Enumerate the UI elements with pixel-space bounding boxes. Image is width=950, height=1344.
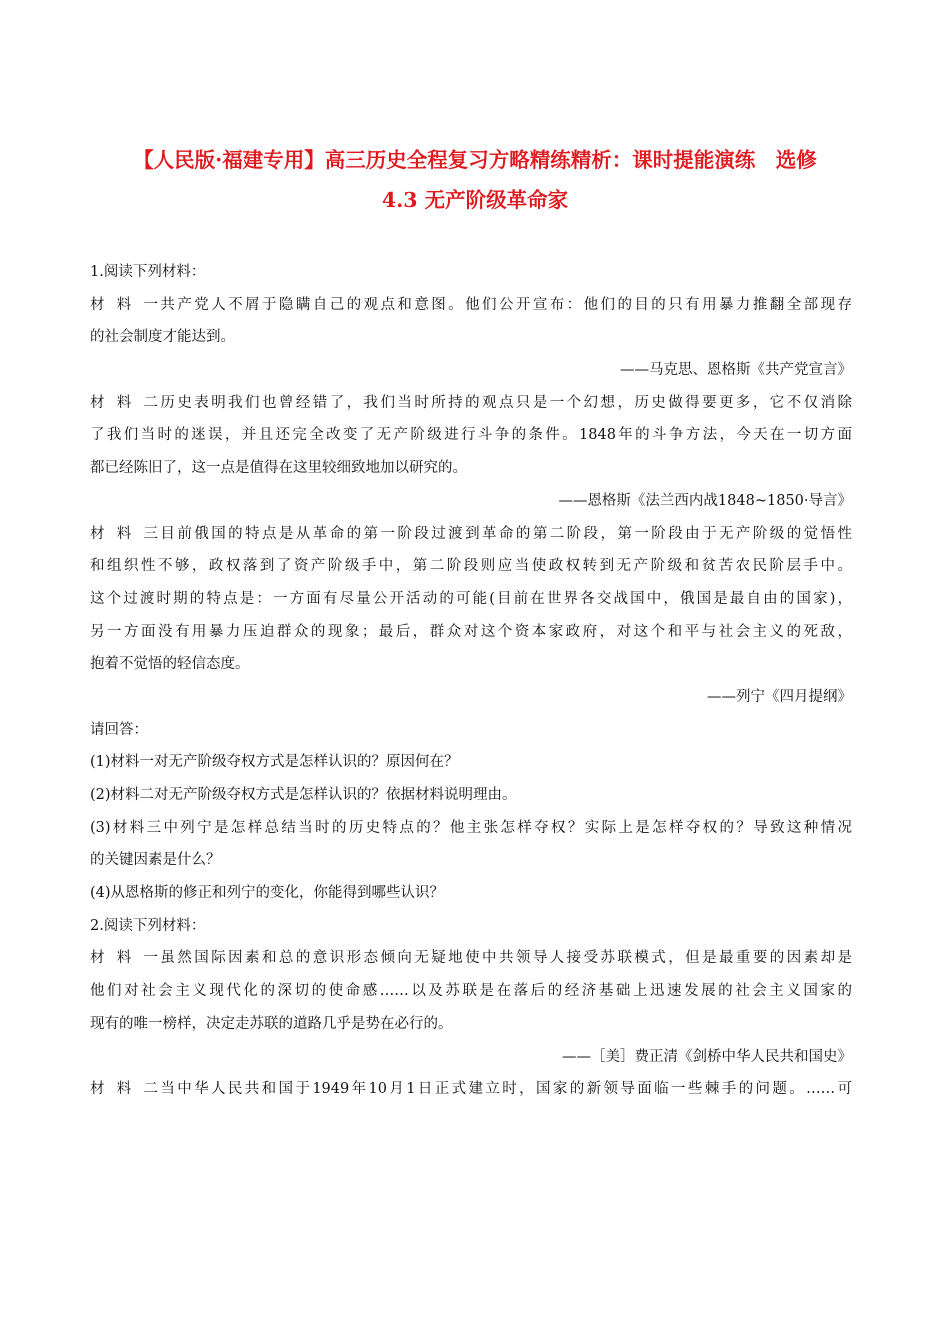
q1-material-3-label: 材料三 xyxy=(90,525,158,542)
q1-material-3-source: ——列宁《四月提纲》 xyxy=(707,688,852,705)
q1-material-2-line-3: 都已经陈旧了，这一点是值得在这里较细致地加以研究的。 xyxy=(90,460,467,477)
q1-material-3-line-2: 和组织性不够，政权落到了资产阶级手中，第二阶段则应当使政权转到无产阶级和贫苦农民阶层手中。 xyxy=(90,558,852,575)
q1-material-3-line-4: 另一方面没有用暴力压迫群众的现象；最后，群众对这个资本家政府，对这个和平与社会主义的死敌， xyxy=(90,623,852,640)
q1-material-1-text-1: 共产党人不屑于隐瞒自己的观点和意图。他们公开宣布：他们的目的只有用暴力推翻全部现存 xyxy=(158,296,852,313)
q1-material-2-source: ——恩格斯《法兰西内战1848~1850·导言》 xyxy=(558,492,852,509)
q1-ask: 请回答： xyxy=(90,721,148,738)
q2-material-1-line-3: 现有的唯一榜样，决定走苏联的道路几乎是势在必行的。 xyxy=(90,1015,453,1032)
q1-subquestion-3-line-2: 的关键因素是什么？ xyxy=(90,852,221,869)
q2-material-1-label: 材料一 xyxy=(90,950,158,967)
q1-material-1-label: 材料一 xyxy=(90,296,158,313)
q2-material-1-text-1: 虽然国际因素和总的意识形态倾向无疑地使中共领导人接受苏联模式，但是最重要的因素却是 xyxy=(158,950,852,967)
q1-subquestion-1: (1)材料一对无产阶级夺权方式是怎样认识的？原因何在？ xyxy=(90,754,459,771)
q1-material-1-line-1 xyxy=(90,289,852,322)
q2-material-2-line-1 xyxy=(90,1073,852,1106)
q1-material-2-line-2: 了我们当时的迷误，并且还完全改变了无产阶级进行斗争的条件。1848年的斗争方法，今天在一切方面 xyxy=(90,427,852,444)
question-2-intro: 2.阅读下列材料： xyxy=(90,917,206,934)
document-title-line-2: 4.3 无产阶级革命家 xyxy=(381,188,569,212)
q1-material-1-line-2: 的社会制度才能达到。 xyxy=(90,329,235,346)
q1-subquestion-3-line-1: (3)材料三中列宁是怎样总结当时的历史特点的？他主张怎样夺权？实际上是怎样夺权的？导致这种情况 xyxy=(90,819,852,836)
q2-material-1-line-1 xyxy=(90,942,852,975)
q1-material-3-line-5: 抱着不觉悟的轻信态度。 xyxy=(90,656,250,673)
q1-material-2-text-1: 历史表明我们也曾经错了，我们当时所持的观点只是一个幻想，历史做得要更多，它不仅消除 xyxy=(158,394,852,411)
q2-material-2-text-1: 当中华人民共和国于1949年10月1日正式建立时，国家的新领导面临一些棘手的问题。……可 xyxy=(158,1081,852,1098)
q2-material-1-line-2: 他们对社会主义现代化的深切的使命感……以及苏联是在落后的经济基础上迅速发展的社会主义国家的 xyxy=(90,983,852,1000)
question-1-intro: 1.阅读下列材料： xyxy=(90,264,206,280)
q1-material-3-line-3: 这个过渡时期的特点是：一方面有尽量公开活动的可能(目前在世界各交战国中，俄国是最自由的国家)， xyxy=(90,590,852,607)
q1-material-2-line-1 xyxy=(90,387,852,420)
q1-subquestion-2: (2)材料二对无产阶级夺权方式是怎样认识的？依据材料说明理由。 xyxy=(90,787,517,803)
q1-material-1-source: ——马克思、恩格斯《共产党宣言》 xyxy=(620,362,852,379)
q2-material-1-source: ——［美］费正清《剑桥中华人民共和国史》 xyxy=(562,1048,852,1065)
document-title-line-1: 【人民版·福建专用】高三历史全程复习方略精练精析：课时提能演练 选修 xyxy=(133,148,817,172)
q1-subquestion-4: (4)从恩格斯的修正和列宁的变化，你能得到哪些认识？ xyxy=(90,885,445,902)
q1-material-3-line-1 xyxy=(90,518,852,551)
document-body xyxy=(90,256,852,1106)
q1-material-2-label: 材料二 xyxy=(90,394,158,411)
q1-material-3-text-1: 目前俄国的特点是从革命的第一阶段过渡到革命的第二阶段，第一阶段由于无产阶级的觉悟性 xyxy=(158,525,852,542)
q2-material-2-label: 材料二 xyxy=(90,1081,158,1098)
